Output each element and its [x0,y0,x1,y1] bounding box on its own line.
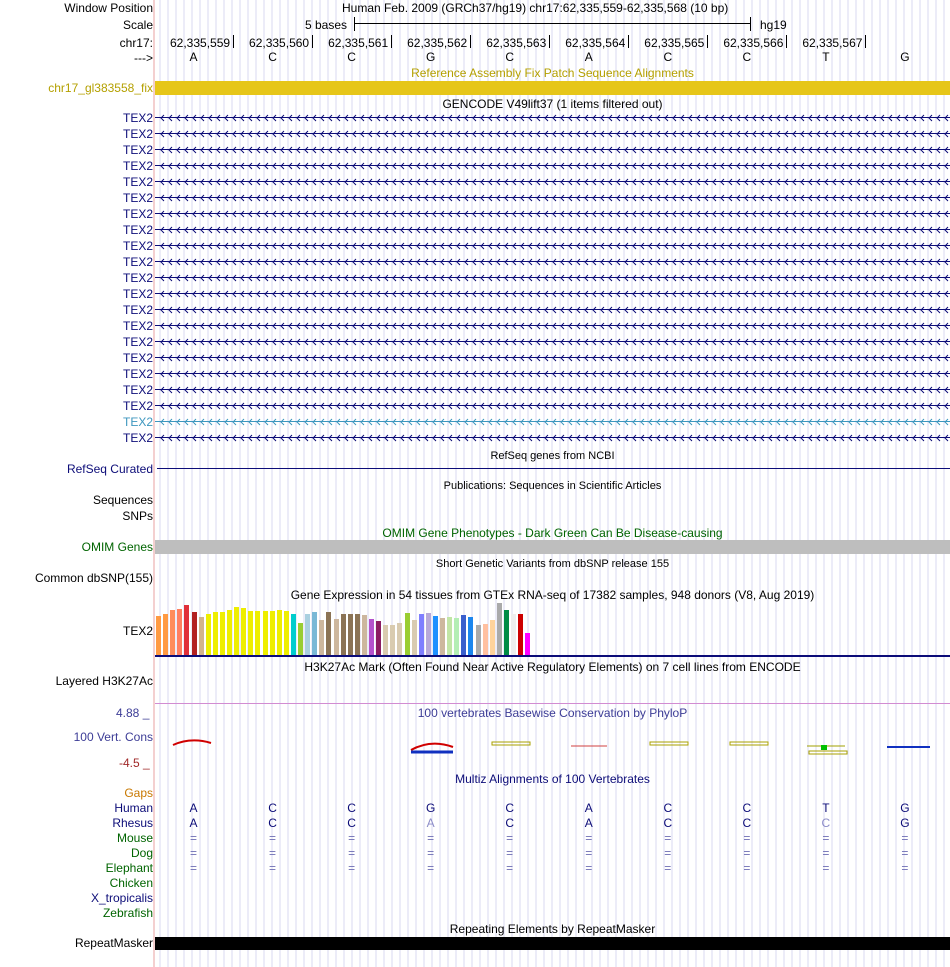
gtex-tissue-bar[interactable] [184,605,189,655]
fix-patch-bar[interactable] [155,81,950,95]
gencode-transcript[interactable] [155,178,950,186]
gencode-transcript-label[interactable]: TEX2 [122,415,153,429]
multiz-base: C [742,801,752,815]
conservation-mark-3 [492,742,530,745]
conservation-mark-7b [821,745,827,750]
gtex-tissue-bar[interactable] [206,614,211,655]
multiz-base: G [900,816,910,830]
multiz-title[interactable]: Multiz Alignments of 100 Vertebrates [455,772,650,786]
window-position-label: Window Position [64,1,153,15]
gencode-transcript-label[interactable]: TEX2 [122,255,153,269]
multiz-base: C [742,816,752,830]
gencode-transcript-label[interactable]: TEX2 [122,319,153,333]
gtex-tissue-bar[interactable] [326,612,331,655]
coordinate-tick [786,35,787,48]
gencode-transcript[interactable] [155,402,950,410]
gtex-tissue-bar[interactable] [255,611,260,655]
gtex-tissue-bar[interactable] [454,618,459,655]
fix-patch-label[interactable]: chr17_gl383558_fix [48,81,153,95]
gtex-baseline [155,655,950,657]
gtex-tissue-bar[interactable] [192,612,197,655]
coordinate-tick [470,35,471,48]
refseq-label[interactable]: RefSeq Curated [66,462,153,476]
reference-base: A [189,50,198,64]
coordinate-label: 62,335,563 [486,36,547,50]
h3k27ac-baseline [155,703,950,704]
gtex-tissue-bar[interactable] [156,616,161,655]
coordinate-tick [549,35,550,48]
gtex-tissue-bar[interactable] [234,607,239,655]
multiz-base: A [584,816,593,830]
multiz-base: G [425,801,436,815]
refseq-title[interactable]: RefSeq genes from NCBI [490,450,615,462]
gtex-tissue-bar[interactable] [305,614,310,655]
gtex-tissue-bar[interactable] [355,614,360,655]
gtex-tissue-bar[interactable] [440,618,445,655]
multiz-base: C [505,801,515,815]
gencode-transcript[interactable] [155,274,950,282]
multiz-base: = [269,861,277,875]
multiz-base: = [743,861,751,875]
scale-bar-left-tick [354,17,355,31]
multiz-species-label[interactable]: Dog [130,846,153,860]
gtex-tissue-bar[interactable] [369,619,374,655]
gtex-tissue-bar[interactable] [163,614,168,655]
fix-patch-title[interactable]: Reference Assembly Fix Patch Sequence Alignments [411,66,694,80]
omim-label[interactable]: OMIM Genes [81,540,153,554]
gtex-tissue-bar[interactable] [383,625,388,655]
coordinate-tick [707,35,708,48]
gencode-transcript-label[interactable]: TEX2 [122,207,153,221]
gtex-tissue-bar[interactable] [227,610,232,655]
gencode-transcript-label[interactable]: TEX2 [122,175,153,189]
multiz-base: = [585,846,593,860]
gencode-transcript[interactable] [155,386,950,394]
gtex-tissue-bar[interactable] [319,620,324,655]
multiz-base: C [821,816,831,830]
coordinate-label: 62,335,561 [328,36,389,50]
multiz-species-label[interactable]: Zebrafish [102,906,153,920]
window-position-value: Human Feb. 2009 (GRCh37/hg19) chr17:62,335,559-62,335,568 (10 bp) [342,1,729,15]
gencode-transcript-label[interactable]: TEX2 [122,383,153,397]
multiz-base: A [584,801,593,815]
multiz-base: = [348,861,356,875]
gtex-tissue-bar[interactable] [468,617,473,655]
gtex-tissue-bar[interactable] [298,623,303,655]
gencode-transcript-label[interactable]: TEX2 [122,287,153,301]
multiz-base: = [822,861,830,875]
scale-assembly: hg19 [760,18,787,32]
gencode-transcript[interactable] [155,290,950,298]
coordinate-label: 62,335,559 [169,36,231,50]
refseq-gene-line[interactable] [157,468,950,469]
gencode-transcript-label[interactable]: TEX2 [122,335,153,349]
conservation-max-label: 4.88 _ [116,706,150,720]
gencode-transcript-label[interactable]: TEX2 [122,367,153,381]
gtex-tissue-bar[interactable] [334,619,339,655]
multiz-species-label[interactable]: Chicken [109,876,153,890]
gtex-tissue-bar[interactable] [504,610,509,655]
gtex-tissue-bar[interactable] [284,611,289,655]
gtex-tissue-bar[interactable] [177,609,182,655]
multiz-base: = [189,861,197,875]
multiz-base: = [427,831,435,845]
conservation-mark-6 [730,742,768,745]
multiz-base: = [585,861,593,875]
dbsnp-title[interactable]: Short Genetic Variants from dbSNP release 155 [435,558,670,570]
gencode-transcript[interactable] [155,242,950,250]
conservation-mark-5 [650,742,688,745]
multiz-base: = [664,831,672,845]
scale-label: Scale [122,18,153,32]
multiz-base: C [505,816,515,830]
gtex-tissue-bar[interactable] [447,617,452,655]
multiz-gaps-label[interactable]: Gaps [124,786,153,800]
gencode-transcript[interactable] [155,114,950,122]
gtex-label[interactable]: TEX2 [122,624,153,638]
multiz-base: = [822,846,830,860]
reference-base: G [425,50,436,64]
gencode-transcript[interactable] [155,322,950,330]
gencode-transcript[interactable] [155,162,950,170]
gencode-transcript[interactable] [155,130,950,138]
conservation-peak-2 [411,744,453,750]
scale-value: 5 bases [305,18,348,32]
coordinate-label: 62,335,564 [565,36,626,50]
gencode-transcript[interactable] [155,434,950,442]
conservation-plot[interactable] [155,735,950,760]
gtex-tissue-bar[interactable] [170,610,175,655]
h3k27ac-title[interactable]: H3K27Ac Mark (Often Found Near Active Regulatory Elements) on 7 cell lines from ENCODE [304,660,801,674]
repeatmasker-title[interactable]: Repeating Elements by RepeatMasker [449,922,656,936]
gtex-tissue-bar[interactable] [341,614,346,655]
gencode-transcript-label[interactable]: TEX2 [122,351,153,365]
publications-sequences-label[interactable]: Sequences [92,493,153,507]
strand-label: ---> [134,51,153,65]
reference-base: C [505,50,515,64]
gencode-title[interactable]: GENCODE V49lift37 (1 items filtered out) [442,97,663,111]
multiz-species-label[interactable]: Rhesus [112,816,153,830]
gtex-tissue-bar[interactable] [511,614,516,655]
gtex-title[interactable]: Gene Expression in 54 tissues from GTEx RNA-seq of 17382 samples, 948 donors (V8, Aug 2019) [290,588,815,602]
gencode-transcript-label[interactable]: TEX2 [122,143,153,157]
multiz-base: = [901,831,909,845]
multiz-species-label[interactable]: X_tropicalis [90,891,153,905]
coordinate-label: 62,335,566 [723,36,784,50]
gtex-tissue-bar[interactable] [362,615,367,655]
reference-base: C [347,50,356,64]
scale-bar-right-tick [750,17,751,31]
gtex-tissue-bar[interactable] [241,608,246,655]
gencode-transcript[interactable] [155,418,950,426]
multiz-base: = [506,861,514,875]
gencode-transcript[interactable] [155,354,950,362]
multiz-species-label[interactable]: Mouse [116,831,153,845]
gencode-transcript[interactable] [155,306,950,314]
multiz-base: = [901,861,909,875]
conservation-mark-7c [809,751,847,754]
omim-title[interactable]: OMIM Gene Phenotypes - Dark Green Can Be Disease-causing [382,526,723,540]
multiz-base: = [189,831,197,845]
multiz-base: = [822,831,830,845]
publications-snps-label[interactable]: SNPs [122,509,153,523]
gtex-tissue-bar[interactable] [277,610,282,655]
gtex-tissue-bar[interactable] [397,623,402,655]
h3k27ac-label[interactable]: Layered H3K27Ac [55,674,153,688]
multiz-base: = [743,846,751,860]
reference-base: C [663,50,673,64]
gtex-tissue-bar[interactable] [405,613,410,655]
coordinate-label: 62,335,565 [644,36,705,50]
omim-bar[interactable] [155,540,950,554]
multiz-species-label[interactable]: Human [114,801,153,815]
multiz-species-label[interactable]: Elephant [105,861,153,875]
multiz-base: = [348,846,356,860]
multiz-base: = [189,846,197,860]
multiz-base: = [664,846,672,860]
coordinate-tick [312,35,313,48]
gencode-transcript-label[interactable]: TEX2 [122,399,153,413]
gencode-transcript-label[interactable]: TEX2 [122,159,153,173]
multiz-base: C [347,816,356,830]
gtex-tissue-bar[interactable] [312,612,317,655]
multiz-base: = [506,846,514,860]
multiz-base: = [664,861,672,875]
gencode-transcript[interactable] [155,210,950,218]
gtex-tissue-bar[interactable] [490,620,495,655]
coordinate-label: 62,335,562 [407,36,468,50]
multiz-base: C [663,801,673,815]
reference-base: T [822,50,830,64]
reference-base: C [742,50,752,64]
multiz-base: C [268,816,277,830]
gencode-transcript[interactable] [155,338,950,346]
coordinate-tick [865,35,866,48]
multiz-base: = [269,831,277,845]
gencode-transcript[interactable] [155,146,950,154]
gencode-transcript-label[interactable]: TEX2 [122,111,153,125]
gencode-transcript-label[interactable]: TEX2 [122,271,153,285]
gencode-transcript-label[interactable]: TEX2 [122,191,153,205]
multiz-base: T [822,801,830,815]
conservation-label[interactable]: 100 Vert. Cons [73,730,153,744]
multiz-base: A [189,801,198,815]
gtex-tissue-bar[interactable] [433,616,438,655]
multiz-base: = [901,846,909,860]
coordinate-label: 62,335,567 [802,36,863,50]
gtex-tissue-bar[interactable] [525,633,530,655]
publications-title[interactable]: Publications: Sequences in Scientific Articles [443,480,662,492]
gtex-tissue-bar[interactable] [213,612,218,655]
gtex-tissue-bar[interactable] [220,612,225,655]
gtex-tissue-bar[interactable] [270,611,275,655]
repeatmasker-bar[interactable] [155,937,950,950]
gencode-transcript[interactable] [155,194,950,202]
coordinate-label: 62,335,560 [249,36,310,50]
multiz-base: A [189,816,198,830]
gencode-transcript[interactable] [155,226,950,234]
multiz-base: = [427,861,435,875]
gtex-tissue-bar[interactable] [263,611,268,655]
gtex-tissue-bar[interactable] [412,620,417,655]
multiz-base: = [585,831,593,845]
multiz-base: C [268,801,277,815]
gtex-bar-chart[interactable] [155,601,950,655]
conservation-min-label: -4.5 _ [119,756,150,770]
multiz-base: = [348,831,356,845]
gencode-transcript-label[interactable]: TEX2 [122,303,153,317]
multiz-base: = [269,846,277,860]
gtex-tissue-bar[interactable] [291,614,296,655]
gtex-tissue-bar[interactable] [348,614,353,655]
gencode-transcript[interactable] [155,258,950,266]
reference-base: C [268,50,277,64]
reference-base: A [584,50,593,64]
gencode-transcript[interactable] [155,370,950,378]
multiz-base: = [506,831,514,845]
gtex-tissue-bar[interactable] [518,614,523,655]
multiz-base: = [427,846,435,860]
conservation-peak-1 [173,740,211,745]
dbsnp-label[interactable]: Common dbSNP(155) [34,571,153,585]
gencode-transcript-label[interactable]: TEX2 [122,239,153,253]
gtex-tissue-bar[interactable] [199,617,204,655]
multiz-base: C [663,816,673,830]
gtex-tissue-bar[interactable] [248,611,253,655]
chrom-label: chr17: [119,36,153,50]
coordinate-tick [628,35,629,48]
gtex-tissue-bar[interactable] [419,614,424,655]
gtex-tissue-bar[interactable] [497,603,502,655]
gtex-tissue-bar[interactable] [483,624,488,655]
gencode-transcript-label[interactable]: TEX2 [122,431,153,445]
gtex-tissue-bar[interactable] [461,615,466,655]
gtex-tissue-bar[interactable] [376,621,381,655]
conservation-title[interactable]: 100 vertebrates Basewise Conservation by PhyloP [417,706,688,720]
gtex-tissue-bar[interactable] [476,625,481,655]
scale-bar [354,23,751,24]
gencode-transcript-label[interactable]: TEX2 [122,223,153,237]
gtex-tissue-bar[interactable] [390,625,395,655]
multiz-base: = [743,831,751,845]
multiz-base: A [426,816,435,830]
repeatmasker-label[interactable]: RepeatMasker [74,936,153,950]
gencode-transcript-label[interactable]: TEX2 [122,127,153,141]
reference-base: G [900,50,910,64]
coordinate-tick [391,35,392,48]
coordinate-tick [233,35,234,48]
multiz-base: G [900,801,910,815]
multiz-base: C [347,801,356,815]
gtex-tissue-bar[interactable] [426,613,431,655]
